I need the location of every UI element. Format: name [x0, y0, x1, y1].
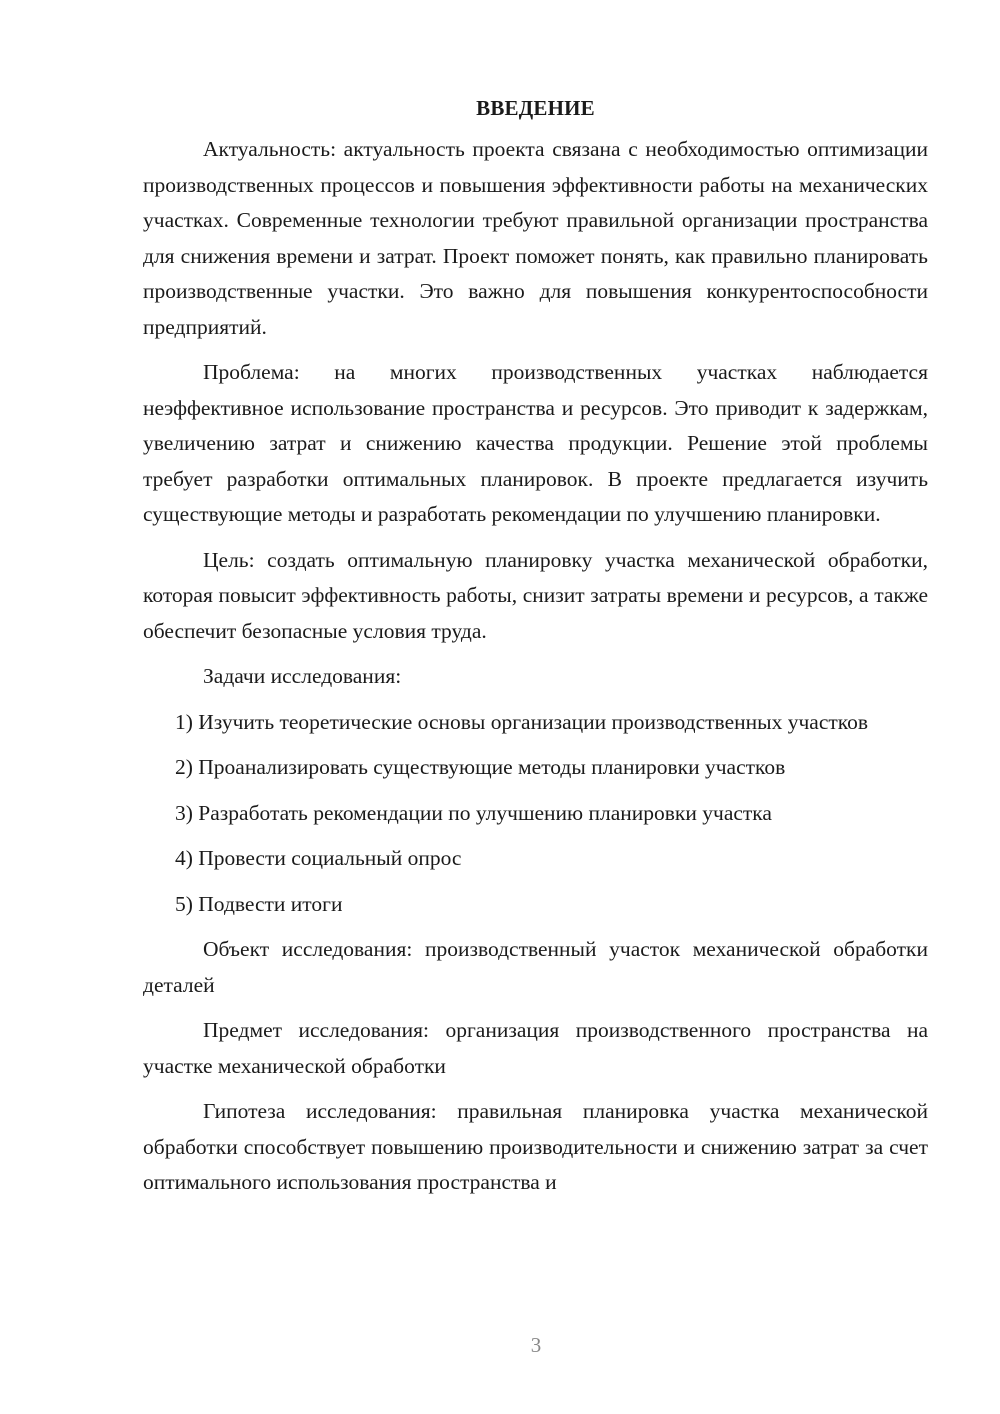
task-item: 3) Разработать рекомендации по улучшению планировки участка — [175, 800, 772, 825]
hypothesis-paragraph: Гипотеза исследования: правильная планировка участка механической обработки способствует повышению производительности и снижению затрат за счет оптимального использования пространства и — [143, 1099, 928, 1194]
subject-paragraph: Предмет исследования: организация производственного пространства на участке механической обработки — [143, 1018, 928, 1078]
task-item: 4) Провести социальный опрос — [175, 846, 462, 870]
task-item: 1) Изучить теоретические основы организации производственных участков — [175, 709, 869, 734]
object-paragraph: Объект исследования: производственный участок механической обработки деталей — [143, 937, 928, 997]
task-item: 5) Подвести итоги — [175, 891, 343, 916]
problem-paragraph: Проблема: на многих производственных участках наблюдается неэффективное использование пространства и ресурсов. Это приводит к задержкам, увеличению затрат и снижению качества продукции. Решение этой проблемы требует разработки оптимальных планировок. В проекте предлагается изучить существующие методы и разработать рекомендации по улучшению планировки. — [143, 360, 928, 526]
page-title: ВВЕДЕНИЕ — [476, 96, 595, 120]
relevance-paragraph: Актуальность: актуальность проекта связана с необходимостью оптимизации производственных процессов и повышения эффективности работы на механических участках. Современные технологии требуют правильной организации пространства для снижения времени и затрат. Проект поможет понять, как правильно планировать производственные участки. Это важно для повышения конкурентоспособности предприятий. — [143, 137, 928, 339]
goal-paragraph: Цель: создать оптимальную планировку участка механической обработки, которая повысит эффективность работы, снизит затраты времени и ресурсов, а также обеспечит безопасные условия труда. — [143, 547, 928, 643]
task-item: 2) Проанализировать существующие методы планировки участков — [175, 755, 786, 779]
page-number: 3 — [530, 1333, 542, 1357]
tasks-list — [143, 705, 928, 923]
document-body — [143, 90, 928, 1211]
tasks-heading: Задачи исследования: — [203, 664, 402, 688]
